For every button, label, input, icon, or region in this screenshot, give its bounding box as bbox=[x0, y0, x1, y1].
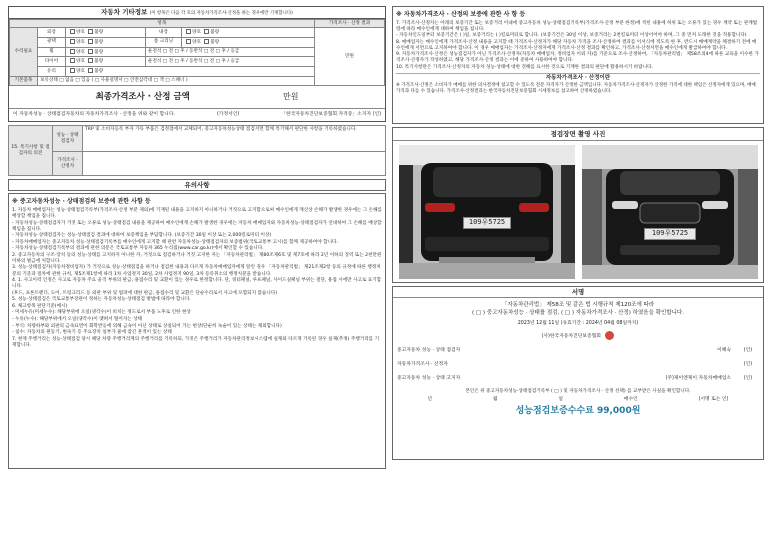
left-notes-title: ※ 중고자동차성능 · 상태점검의 보증에 관한 사항 등 bbox=[12, 198, 151, 206]
glass-options bbox=[66, 67, 315, 77]
note-item: - 미세누유(미세누수): 해당부위에 오일(냉각수)이 비치는 정도로서 부품 노후로 인한 현상 bbox=[12, 310, 191, 316]
note-item: - 침수: 자동차의 원동기, 변속기 등 주요장치 일부가 물에 잠긴 흔적이 있는 상태 bbox=[12, 330, 172, 336]
interior-options bbox=[182, 28, 315, 38]
signature-date: 2023년 12월 11일 (유효기간 : 2024년 04월 08일까지) bbox=[517, 320, 639, 326]
result-unit: 만원 bbox=[315, 28, 385, 85]
signer-role: 자동차가격조사 · 산정자 bbox=[397, 361, 448, 367]
signature-row bbox=[397, 372, 759, 386]
appraiser-opinion-text bbox=[83, 152, 386, 176]
row-label-tire: 타이어 bbox=[38, 57, 66, 67]
left-column bbox=[8, 6, 386, 469]
checkbox[interactable] bbox=[186, 29, 191, 34]
basis-text: ※ 가격조사·산정은 소비자가 매매를 위한 의사결정에 참고할 수 있도록 전문 자격자가 산정한 금액입니다. 자동차가격조사·산정자가 산정한 가격에 대한 책임은 산정자에게 있으며, 매매가격과 다를 수 있습니다. 가격조사·산정결과는 한국자동차진단보증협회 시세정보를 참고하여 산정하였습니다. bbox=[396, 82, 756, 94]
license-plate-rear: 109우5725 bbox=[463, 217, 511, 229]
option-label: 불량 bbox=[94, 49, 104, 55]
sig-seal: (가정서인) bbox=[216, 112, 240, 118]
inspection-fee: 성능점검보증수수료 99,000원 bbox=[515, 405, 641, 416]
note-item: 1. 자동차 매매업자는 성능·상태점검기록부(가격조사·산정 부분 제외)에 기재된 내용을 고지하지 아니하거나 거짓으로 고지함으로써 매수인에게 재산상 손해가 발생한 경우에는 그 손해를 배상할 책임을 집니다. bbox=[12, 207, 382, 219]
note-item: - 누유(누수): 해당부위에서 오일(냉각수)이 맺혀서 떨어지는 상태 bbox=[12, 316, 143, 322]
photo-box bbox=[392, 127, 764, 283]
note-item: - 자동차성능·상태점검자가 거짓 또는 오류로 성능·상태점검 내용을 제공하여 매수인에게 손해가 발생한 경우에는 자동차 매매업자와 자동차성능·상태점검자가 연대하여 그 손해를 배상할 책임을 집니다. bbox=[12, 220, 382, 232]
note-item: 6. 체크항목 판단기준(예시) bbox=[12, 303, 68, 309]
signer-seal: (인) bbox=[743, 347, 753, 353]
signature-statement-1: 「자동차관리법」 제58조 및 같은 법 시행규칙 제120조에 따라 bbox=[501, 302, 655, 309]
signature-statement-2: ( □ ) 중고자동차성능 · 상태를 점검, ( □ ) 자동차가격조사 · 산정) 하였음을 확인합니다. bbox=[472, 310, 684, 316]
option-label: 양호 bbox=[76, 49, 85, 55]
col-header-result: 가격조사 · 산정 결과 bbox=[315, 19, 385, 28]
note-item: 8. 매매업자는 매수인에게 가격조사·산정 내용을 고지할 때 가격조사·산정자가 해당 자동차 가격을 조사·산정하여 결과를 이서식에 적도록 한 후, 반드시 매매계약을 체결하기 전에 매수인에게 서면으로 고지하여야 합니다. 이 경우 매매업자는 가격조사·산정자에게 가격조사·산정 결과를 확인하고, 가격조사·산정서면을 매수인에게 발급하여야 합니다. bbox=[396, 39, 757, 51]
car-front-photo bbox=[582, 145, 758, 279]
photo-title: 점검장면 촬영 사진 bbox=[393, 128, 763, 141]
option-label: 양호 bbox=[76, 59, 85, 65]
receipt-month: 월 bbox=[492, 396, 498, 402]
signature-row bbox=[397, 358, 759, 372]
repair-needed-label: 수리필요 bbox=[10, 28, 38, 77]
buyer-label: 매수인 bbox=[623, 396, 638, 402]
note-item: 4. 1. 사고이력 인정은 사고로 자동차 주요 골격 부위의 판금, 용접수리 및 교환이 있는 경우로 한정합니다. 단, 쿼터패널, 루프패널, 사이드실패널 부위는 절단, 용접 시에만 사고로 표기합니다. bbox=[12, 278, 382, 290]
org-seal-icon bbox=[605, 331, 614, 340]
option-label: 불량 bbox=[94, 39, 104, 45]
checkbox[interactable] bbox=[88, 58, 93, 63]
notice-heading: 유의사항 bbox=[8, 179, 386, 191]
section-title-note: (이 항목은 다음 각 호의 자동차가격조사·산정을 하는 경우에만 기재합니다) bbox=[149, 11, 293, 16]
option-label: 불량 bbox=[210, 30, 220, 36]
note-item: - 자동차인도일부터 보증기간은 ( )일, 보증거리는 ( )킬로미터로 합니다. (보증기간은 30일 이상, 보증거리는 2천킬로미터 이상이어야 하며, 그 중 먼저 도래한 것을 적용합니다) bbox=[396, 33, 747, 39]
signer-role: 중고자동차 성능 · 상태 고지자 bbox=[397, 375, 461, 381]
option-label: 양호 bbox=[192, 39, 201, 45]
basic-items-label: 기본품목 bbox=[10, 76, 38, 85]
signature-row bbox=[397, 344, 759, 358]
option-label: 불량 bbox=[210, 39, 220, 45]
license-plate-front: 109우5725 bbox=[644, 228, 696, 240]
gloss-options bbox=[66, 37, 146, 47]
right-notes-list bbox=[396, 21, 760, 72]
signer-name: 이혜숙 bbox=[717, 347, 731, 353]
note-item: - 자동차성능·상태점검기록부의 결과에 관한 의문은 국토교통부 자동차 365 누리집(www.car.go.kr)에서 확인할 수 있습니다. bbox=[12, 246, 264, 252]
signature-org-row bbox=[397, 331, 759, 340]
col-header-item: 항목 bbox=[10, 19, 315, 28]
inspector-signature-line bbox=[9, 109, 385, 121]
row-label-cleaning: 룸 크리닝 bbox=[146, 37, 182, 47]
receipt-year: 년 bbox=[427, 396, 433, 402]
note-item: 3. 성능·상태점검자(자동차정비업자) 가 거짓으로 성능·상태점검을 하거나 점검한 내용과 다르게 자동차매매업자에게 알린 경우 「자동차관리법」 제21조제2항 등의 규정에 따른 행정처분의 기준과 절차에 관한 규칙, 제5조제1항에 따라 1차 사업정지 30일, 2차 사업정지 90일, 3차 등록취소의 행정처분을 받습니다. bbox=[12, 265, 381, 277]
note-item: (후드, 프론트펜더, 도어, 트렁크리드 등 외판 부위 및 범퍼에 대한 판금, 용접수리 및 교환은 단순수리로서 사고에 포함되지 않습니다) bbox=[12, 290, 278, 296]
special-notes-label: 15. 특기사항 및 점검자의 의견 bbox=[9, 126, 53, 176]
inspection-photo-rear bbox=[399, 145, 575, 279]
signer-role: 중고자동차 성능 · 상태 점검자 bbox=[397, 347, 461, 353]
section-title bbox=[9, 7, 385, 19]
signature-title: 서명 bbox=[393, 287, 763, 298]
checkbox[interactable] bbox=[70, 68, 75, 73]
right-column bbox=[392, 6, 764, 460]
final-price-row bbox=[9, 86, 385, 110]
checkbox[interactable] bbox=[204, 29, 209, 34]
appraiser-opinion-label: 가격조사 · 산정자 bbox=[53, 152, 83, 176]
car-rear-photo bbox=[399, 145, 575, 279]
row-label-wheel: 휠 bbox=[38, 47, 66, 57]
sig-statement: 이 자동차성능 · 상태점검자동차의 자동차가격조사 · 산정을 위와 같이 합니다. bbox=[13, 112, 175, 118]
signer-seal: (인) bbox=[743, 375, 753, 381]
note-item: 5. 성능·상태점검은 국토교통부장관이 정하는 자동차성능·상태점검 방법에 따라야 합니다. bbox=[12, 297, 191, 303]
note-item: 7. 가격조사·산정자는 아래의 보증기간 또는 보증거리 이내에 중고자동차 성능·상태점검기록부(가격조사·산정 부분 한정)에 적힌 내용에 허위 또는 오류가 있는 경우 계약 또는 관계법령에 따라 매수인에게 대하여 책임을 집니다. bbox=[396, 20, 758, 32]
row-label-gloss: 광택 bbox=[38, 37, 66, 47]
receipt-text: 본인은 위 중고자동차성능·상태점검기록부 ( □ ) 및 자동차가격조사 · 산정 선택) 를 교부받은 사실을 확인합니다. bbox=[465, 388, 691, 394]
final-price-unit: 만원 bbox=[282, 91, 299, 101]
wheel-position: 운전석 □ 전 □ 후 / 동반석 □ 전 □ 후 / 응급 bbox=[146, 47, 315, 57]
left-notes-list bbox=[12, 208, 382, 349]
tire-position: 운전석 □ 전 □ 후 / 동반석 □ 전 □ 후 / 응급 bbox=[146, 57, 315, 67]
left-notes-box bbox=[8, 193, 386, 469]
checkbox[interactable] bbox=[70, 29, 75, 34]
note-item: - 자동차매매업자는 중고자동차 성능·상태점검기록부를 매수인에게 고지할 때 관련 자동차성능·상태점검자의 보증범위(국토교통부 고시)를 함께 제공하여야 합니다. bbox=[12, 239, 338, 245]
exterior-options bbox=[66, 28, 146, 38]
inspector-opinion-label: 성능 · 상태 점검자 bbox=[53, 126, 83, 152]
receipt-date-row bbox=[397, 397, 759, 403]
tire-options bbox=[66, 57, 146, 67]
note-item: 2. 중고자동차의 구조·장치 등의 성능·상태를 고지하지 아니한 자, 거짓으로 점검하거나 거짓 고지한 자는 「자동차관리법」 제80조제6호 및 제7호에 따라 2년 이하의 징역 또는 2천만원 이하의 벌금에 처합니다. bbox=[12, 252, 382, 264]
checkbox[interactable] bbox=[88, 68, 93, 73]
option-label: 불량 bbox=[94, 30, 104, 36]
inspection-table bbox=[9, 19, 385, 86]
wheel-options bbox=[66, 47, 146, 57]
row-label-exterior: 외장 bbox=[38, 28, 66, 38]
checkbox[interactable] bbox=[88, 29, 93, 34]
option-label: 불량 bbox=[94, 69, 104, 75]
signature-box bbox=[392, 286, 764, 460]
right-notes-box bbox=[392, 6, 764, 124]
signature-org: (사)한국자동차진단보증협회 bbox=[541, 333, 601, 339]
row-label-interior: 내장 bbox=[146, 28, 182, 38]
checkbox[interactable] bbox=[88, 49, 93, 54]
signer-name: (주)제이엔제이 자동차매매업소 bbox=[665, 375, 731, 381]
sig-qualification: 「한국자동차진단보증협회 자격증」소지자 (인) bbox=[281, 112, 381, 118]
buyer-signature-mark: (서명 또는 인) bbox=[698, 396, 729, 402]
receipt-day: 일 bbox=[558, 396, 563, 402]
vehicle-other-info-box bbox=[8, 6, 386, 122]
section-title-text: 자동차 기타정보 bbox=[101, 8, 148, 16]
basis-title: 자동차가격조사 · 산정이란 bbox=[396, 73, 760, 82]
special-notes-table bbox=[8, 125, 386, 176]
note-item: 7. 현재 주행거리는 성능·상태점검 당시 해당 차량 주행거리계의 주행거리를 기록하되, 가짓은 주행거리가 자동차관리정보시스템에 실제와 다르게 기록된 경우 실제(추정) 주행거리를 기재합니다. bbox=[12, 336, 380, 348]
checkbox[interactable] bbox=[88, 39, 93, 44]
checkbox[interactable] bbox=[70, 39, 75, 44]
checkbox[interactable] bbox=[70, 58, 75, 63]
note-item: 9. 자동차가격조사·산정은 성능점검자가 아닌 가격조사·산정자(자동차 매매업자, 정비업자 이외 자)를 기준으로 조사·산정하여, 「자동차관리법」 제58조의4에 따른 교육을 이수한 가격조사·산정자가 작성하였고, 해당 가격조사·산정 결과는 이에 준하여 사용하여야 합니다. bbox=[396, 52, 759, 64]
checkbox[interactable] bbox=[204, 39, 209, 44]
final-price-label: 최종가격조사 · 산정 금액 bbox=[95, 91, 190, 102]
right-notes-title: ※ 자동차가격조사 · 산정의 보증에 관한 사 항 등 bbox=[396, 11, 526, 18]
note-item: - 자동차성능·상태점검자는 성능·상태점검 결과에 대하여 보증책임을 부담합니다. (보증기간 30일 이상 또는 2,000킬로미터 이상) bbox=[12, 233, 272, 239]
inspector-opinion-text: TRP 및 소비자등록 부자 가득 부품은 검정점에서 교체되어, 중고자동차성능상태 점검서면 함께 특기해서 판단한 사항을 기록하였습니다. bbox=[83, 126, 386, 152]
signature-rows bbox=[397, 344, 759, 386]
option-label: 불량 bbox=[94, 59, 104, 65]
note-item: - 부식: 차량하부와 외판의 금속표면이 화학반응에 의해 금속이 아닌 상태로 상실되어 가는 현상(단순히 녹슬어 있는 상태는 제외합니다) bbox=[12, 323, 282, 329]
option-label: 양호 bbox=[76, 30, 85, 36]
checkbox[interactable] bbox=[186, 39, 191, 44]
option-label: 양호 bbox=[76, 69, 85, 75]
basic-items-value: 보유상태 □ 없음 □ 있음 ( □ 사용설명서 □ 안전삼각대 □ 잭 □ 스패너 ) bbox=[38, 76, 315, 85]
signer-seal: (인) bbox=[743, 361, 753, 367]
row-label-glass: 유리 bbox=[38, 67, 66, 77]
option-label: 양호 bbox=[192, 30, 201, 36]
option-label: 양호 bbox=[76, 39, 85, 45]
cleaning-options bbox=[182, 37, 315, 47]
inspection-photo-front bbox=[582, 145, 758, 279]
note-item: 10. 특기사항란은 가격조사·산정자의 자동차 성능·상태에 대한 견해를 표시한 것으로 기재한 결과의 판단에 활용하시기 바랍니다. bbox=[396, 64, 653, 70]
checkbox[interactable] bbox=[70, 49, 75, 54]
